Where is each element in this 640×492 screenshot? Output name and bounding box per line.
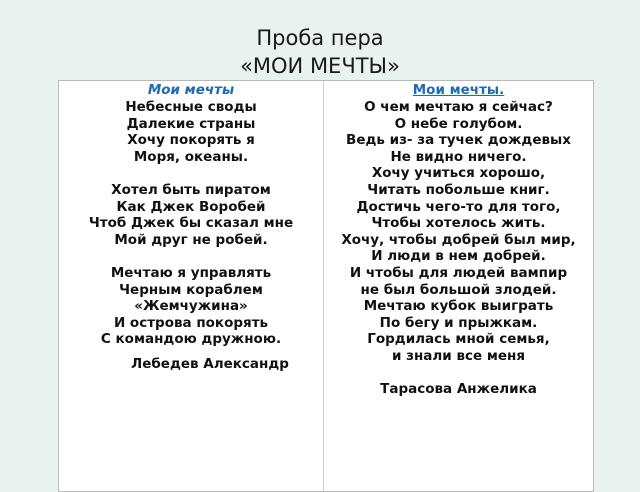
- poem-line: Не видно ничего.: [390, 148, 527, 165]
- poem-line: Хотел быть пиратом: [111, 181, 271, 198]
- poem-line: Чтобы хотелось жить.: [371, 215, 546, 232]
- poem-line: Мечтаю кубок выиграть: [363, 298, 554, 315]
- slide-title-line-1: Проба пера: [256, 26, 384, 50]
- slide-title-line-2: «МОИ МЕЧТЫ»: [240, 54, 400, 78]
- poem-column-right: [324, 81, 593, 491]
- poem-line: Моря, океаны.: [133, 148, 249, 165]
- stanza-gap: [324, 365, 593, 382]
- poem-line: С командою дружною.: [100, 331, 282, 348]
- poem-line: Чтоб Джек бы сказал мне: [88, 215, 294, 232]
- poem-line: Мечтаю я управлять: [110, 264, 272, 281]
- poem-line: О небе голубом.: [394, 115, 523, 132]
- poem-line: и знали все меня: [391, 347, 526, 364]
- poem-line: О чем мечтаю я сейчас?: [364, 99, 553, 115]
- poem-line: Достичь чего-то для того,: [356, 198, 561, 215]
- poem-line: Ведь из- за тучек дождевых: [346, 132, 571, 149]
- poem-line: Как Джек Воробей: [116, 198, 266, 215]
- poem-line: Читать побольше книг.: [367, 181, 550, 198]
- poem-line: Далекие страны: [126, 115, 256, 132]
- slide-title: [0, 24, 640, 80]
- poem-line: не был большой злодей.: [360, 281, 557, 298]
- poem-line: Хочу покорять я: [127, 132, 255, 149]
- poem-line: И люди в нем добрей.: [371, 248, 546, 265]
- poem-line: По бегу и прыжкам.: [379, 314, 538, 331]
- poem-author-left: Лебедев Александр: [131, 355, 289, 372]
- poem-line: Черным кораблем: [119, 281, 263, 298]
- poem-line: Хочу учиться хорошо,: [371, 165, 546, 182]
- poems-table: [58, 80, 594, 492]
- stanza-gap: [59, 165, 323, 182]
- poem-line: Гордилась мной семья,: [367, 331, 550, 348]
- poem-line: Небесные своды: [125, 99, 257, 115]
- poem-author-right: Тарасова Анжелика: [380, 381, 537, 398]
- poem-line: Хочу, чтобы добрей был мир,: [341, 231, 576, 248]
- poem-line: Мой друг не робей.: [114, 231, 268, 248]
- stanza-gap: [59, 248, 323, 265]
- poem-heading-right: Мои мечты.: [412, 82, 505, 98]
- poem-column-left: [59, 81, 324, 491]
- poem-line: И острова покорять: [113, 314, 269, 331]
- poem-heading-left: Мои мечты: [147, 82, 235, 98]
- poem-line: И чтобы для людей вампир: [349, 264, 568, 281]
- poem-line: «Жемчужина»: [134, 298, 248, 315]
